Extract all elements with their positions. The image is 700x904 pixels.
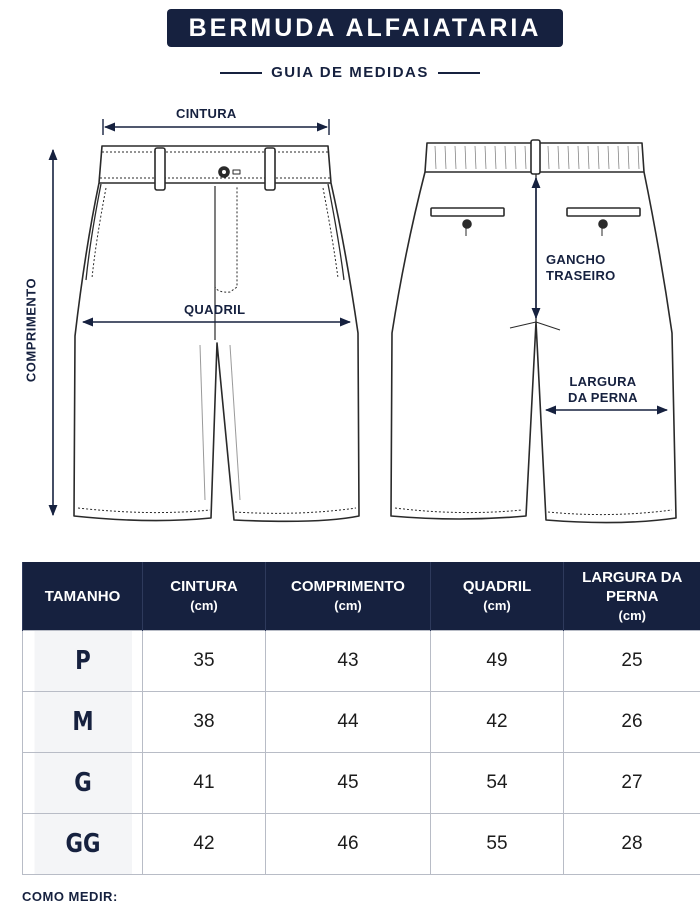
waist-label: CINTURA — [176, 106, 237, 122]
header-leg-width-label: LARGURA DA PERNA — [582, 569, 682, 605]
back-belt-loop — [531, 140, 540, 174]
header-length-label: COMPRIMENTO — [291, 578, 405, 595]
how-to-measure-heading: COMO MEDIR: — [22, 889, 118, 904]
waist-cell: 35 — [143, 631, 266, 692]
header-size-label: TAMANHO — [45, 588, 121, 605]
length-cell: 43 — [266, 631, 431, 692]
length-label: COMPRIMENTO — [24, 278, 39, 382]
shorts-diagram — [0, 90, 700, 540]
leg-width-label-line-2: DA PERNA — [568, 390, 638, 406]
table-header-row — [23, 562, 700, 631]
leg-width-cell: 25 — [564, 631, 700, 692]
page-title: BERMUDA ALFAIATARIA — [189, 14, 542, 43]
hip-cell: 54 — [431, 753, 564, 814]
subtitle-rule-right — [438, 72, 480, 74]
leg-width-cell: 27 — [564, 753, 700, 814]
leg-width-label-line-1: LARGURA — [568, 374, 638, 390]
header-hip — [431, 562, 564, 631]
size-cell: GG — [33, 814, 131, 875]
header-hip-unit: (cm) — [431, 596, 563, 615]
size-cell: M — [33, 692, 131, 753]
size-cell: G — [33, 753, 131, 814]
front-outline — [74, 146, 359, 521]
rise-label-line-1: GANCHO — [546, 252, 616, 268]
size-table — [22, 562, 700, 875]
front-view — [74, 146, 359, 521]
header-hip-label: QUADRIL — [463, 578, 531, 595]
waist-cell: 41 — [143, 753, 266, 814]
back-pocket-left — [431, 208, 504, 216]
header-waist-label: CINTURA — [170, 578, 238, 595]
header-size — [23, 562, 143, 631]
back-outline — [391, 143, 676, 523]
belt-loop-right — [265, 148, 275, 190]
hip-label: QUADRIL — [184, 302, 245, 318]
leg-width-label — [568, 374, 638, 406]
header-length-unit: (cm) — [266, 596, 430, 615]
leg-width-cell: 26 — [564, 692, 700, 753]
header-waist-unit: (cm) — [143, 596, 265, 615]
belt-loop-left — [155, 148, 165, 190]
hip-cell: 42 — [431, 692, 564, 753]
waist-cell: 38 — [143, 692, 266, 753]
header-leg-width — [564, 562, 700, 631]
table-row — [23, 753, 700, 814]
table-row — [23, 631, 700, 692]
subtitle-text: GUIA DE MEDIDAS — [271, 64, 429, 81]
length-cell: 46 — [266, 814, 431, 875]
header-waist — [143, 562, 266, 631]
subtitle — [0, 64, 700, 81]
rise-label-line-2: TRASEIRO — [546, 268, 616, 284]
rise-label — [546, 252, 616, 284]
length-cell: 44 — [266, 692, 431, 753]
table-row — [23, 814, 700, 875]
back-pocket-right — [567, 208, 640, 216]
header-leg-width-unit: (cm) — [580, 606, 685, 625]
back-button-left — [463, 220, 471, 228]
back-view — [391, 140, 676, 523]
subtitle-rule-left — [220, 72, 262, 74]
hip-cell: 49 — [431, 631, 564, 692]
table-row — [23, 692, 700, 753]
header-length — [266, 562, 431, 631]
hip-cell: 55 — [431, 814, 564, 875]
leg-width-cell: 28 — [564, 814, 700, 875]
back-button-right — [599, 220, 607, 228]
size-cell: P — [33, 631, 131, 692]
title-banner — [167, 9, 563, 47]
waist-cell: 42 — [143, 814, 266, 875]
length-cell: 45 — [266, 753, 431, 814]
